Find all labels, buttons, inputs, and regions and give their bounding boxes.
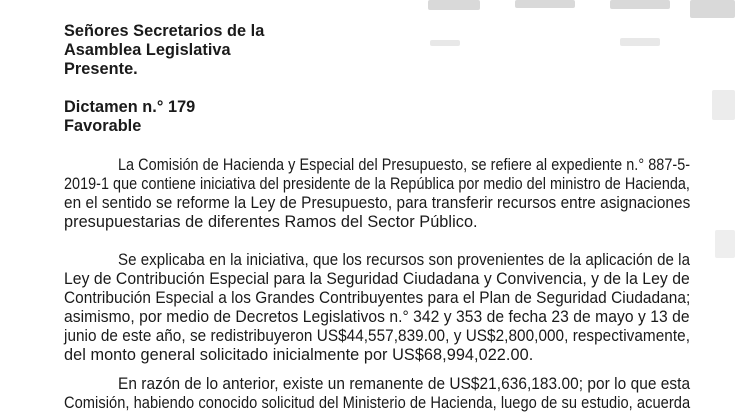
scan-artifact	[430, 40, 460, 46]
paragraph-1-line-3: en el sentido se reforme la Ley de Presupuesto, para transferir recursos entre asignaciones	[64, 194, 691, 212]
scan-artifact	[610, 0, 670, 9]
scan-artifact	[515, 0, 575, 8]
dictamen-status: Favorable	[64, 117, 142, 135]
paragraph-1-line-2: 2019-1 que contiene iniciativa del presidente de la República por medio del ministro de Hacienda,	[64, 175, 690, 193]
dictamen-number: Dictamen n.° 179	[64, 98, 196, 116]
paragraph-1-line-4: presupuestarias de diferentes Ramos del Sector Público.	[64, 213, 478, 231]
paragraph-1-line-1: La Comisión de Hacienda y Especial del Presupuesto, se refiere al expediente n.° 887-5-	[118, 156, 691, 174]
paragraph-2-line-4: asimismo, por medio de Decretos Legislativos n.° 342 y 353 de fecha 23 de mayo y 13 de	[64, 308, 690, 326]
scan-artifact	[715, 230, 735, 258]
addressee-line-1: Señores Secretarios de la	[64, 22, 265, 40]
scan-artifact	[620, 38, 660, 46]
scan-artifact	[690, 0, 735, 18]
paragraph-2-line-2: Ley de Contribución Especial para la Seguridad Ciudadana y Convivencia, y de la Ley de	[64, 270, 690, 288]
scan-artifact	[428, 0, 480, 10]
paragraph-2-line-6: del monto general solicitado inicialmente por US$68,994,022.00.	[64, 346, 534, 364]
paragraph-3-line-1: En razón de lo anterior, existe un remanente de US$21,636,183.00; por lo que esta	[118, 375, 691, 393]
paragraph-2-line-5: junio de este año, se redistribuyeron US$44,557,839.00, y US$2,800,000, respectivamente,	[64, 327, 691, 345]
scan-artifact	[712, 90, 735, 120]
paragraph-2-line-1: Se explicaba en la iniciativa, que los recursos son provenientes de la aplicación de la	[118, 251, 691, 269]
paragraph-2-line-3: Contribución Especial a los Grandes Contribuyentes para el Plan de Seguridad Ciudadana;	[64, 289, 691, 307]
addressee-line-2: Asamblea Legislativa	[64, 41, 231, 59]
addressee-line-3: Presente.	[64, 60, 138, 78]
paragraph-3-line-2: Comisión, habiendo conocido solicitud del Ministerio de Hacienda, luego de su estudio, acuerda	[64, 394, 691, 412]
